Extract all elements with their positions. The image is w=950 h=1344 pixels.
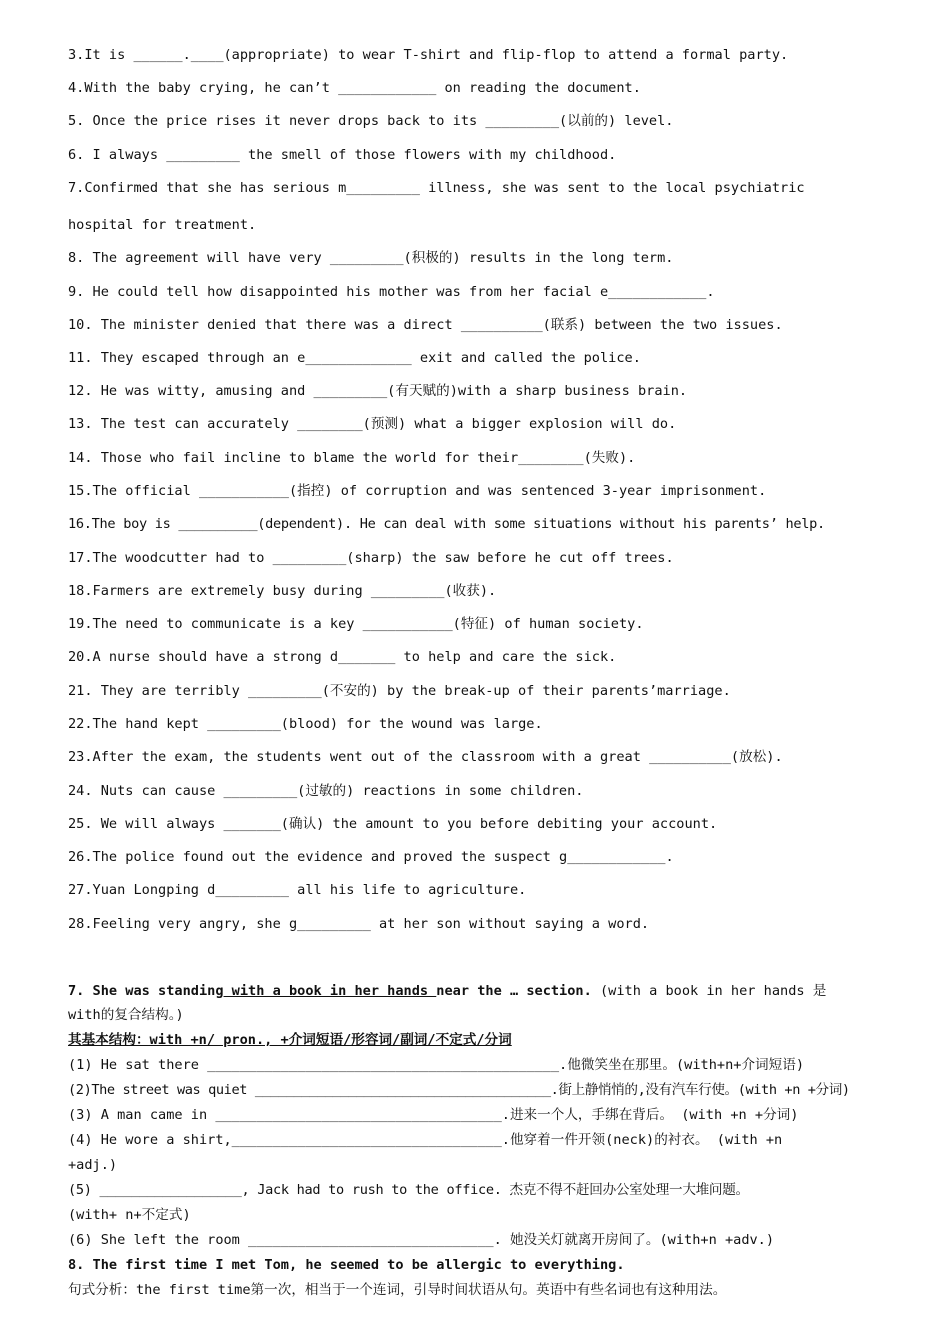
exercise-24: 24. Nuts can cause _________(过敏的) reactions in some children.	[68, 783, 584, 799]
exercise-19: 19.The need to communicate is a key ___________(特征) of human society.	[68, 616, 644, 632]
exercise-20: 20.A nurse should have a strong d_______ to help and care the sick.	[68, 649, 617, 665]
exercise-5: 5. Once the price rises it never drops back to its _________(以前的) level.	[68, 113, 674, 129]
section-7-item-6: (6) She left the room ______________________________. 她没关灯就离开房间了。(with+n +adv.)	[68, 1232, 775, 1248]
exercise-3: 3.It is ______.____(appropriate) to wear T-shirt and flip-flop to attend a formal party.	[68, 47, 789, 63]
exercise-12: 12. He was witty, amusing and _________(有天赋的)with a sharp business brain.	[68, 383, 688, 399]
section-7-item-5: (5) __________________, Jack had to rush to the office. 杰克不得不赶回办公室处理一大堆问题。	[68, 1182, 749, 1198]
exercise-26: 26.The police found out the evidence and proved the suspect g____________.	[68, 849, 674, 865]
section-7-structure: 其基本结构：with +n/ pron., +介词短语/形容词/副词/不定式/分词	[68, 1032, 512, 1048]
exercise-18: 18.Farmers are extremely busy during _________(收获).	[68, 583, 497, 599]
exercise-7: 7.Confirmed that she has serious m_________ illness, she was sent to the local psychiatric	[68, 180, 805, 196]
section-7-item-2: (2)The street was quiet ______________________________________.街上静悄悄的,没有汽车行使。(with +n +分词)	[68, 1082, 850, 1098]
exercise-16: 16.The boy is __________(dependent). He can deal with some situations without his parents’ help.	[68, 516, 825, 532]
section-7-item-4: (4) He wore a shirt,_________________________________.他穿着一件开领(neck)的衬衣。 (with +n	[68, 1132, 783, 1148]
exercise-10: 10. The minister denied that there was a direct __________(联系) between the two issues.	[68, 317, 783, 333]
section-7-item-4-cont: +adj.)	[68, 1157, 118, 1173]
section-7-heading-b: near the … section.	[436, 983, 592, 999]
section-8-analysis: 句式分析：the first time第一次，相当于一个连词，引导时间状语从句。英语中有些名词也有这种用法。	[68, 1282, 727, 1298]
exercise-21: 21. They are terribly _________(不安的) by the break-up of their parents’marriage.	[68, 683, 731, 699]
exercise-6: 6. I always _________ the smell of those flowers with my childhood.	[68, 147, 617, 163]
exercise-4: 4.With the baby crying, he can’t ____________ on reading the document.	[68, 80, 641, 96]
exercise-13: 13. The test can accurately ________(预测) what a bigger explosion will do.	[68, 416, 677, 432]
exercise-28: 28.Feeling very angry, she g_________ at her son without saying a word.	[68, 916, 650, 932]
section-7-item-3: (3) A man came in ___________________________________.进来一个人，手绑在背后。 (with +n +分词)	[68, 1107, 799, 1123]
section-7-note: (with a book in her hands 是	[591, 983, 827, 999]
exercise-15: 15.The official ___________(指控) of corruption and was sentenced 3-year imprisonment.	[68, 483, 767, 499]
exercise-14: 14. Those who fail incline to blame the world for their________(失败).	[68, 450, 636, 466]
exercise-8: 8. The agreement will have very _________(积极的) results in the long term.	[68, 250, 674, 266]
exercise-22: 22.The hand kept _________(blood) for the wound was large.	[68, 716, 543, 732]
exercise-25: 25. We will always _______(确认) the amount to you before debiting your account.	[68, 816, 718, 832]
exercise-11: 11. They escaped through an e_____________ exit and called the police.	[68, 350, 641, 366]
exercise-23: 23.After the exam, the students went out of the classroom with a great __________(放松).	[68, 749, 783, 765]
exercise-27: 27.Yuan Longping d_________ all his life to agriculture.	[68, 882, 527, 898]
exercise-9: 9. He could tell how disappointed his mother was from her facial e____________.	[68, 284, 715, 300]
section-7-item-1: (1) He sat there ___________________________________________.他微笑坐在那里。(with+n+介词短语)	[68, 1057, 805, 1073]
exercise-7-cont: hospital for treatment.	[68, 217, 257, 233]
section-8-heading: 8. The first time I met Tom, he seemed to be allergic to everything.	[68, 1257, 625, 1273]
section-7-note-cont: with的复合结构。)	[68, 1007, 184, 1023]
section-7-heading-a: 7. She was standing	[68, 983, 224, 999]
section-7-heading	[68, 982, 882, 1000]
exercise-17: 17.The woodcutter had to _________(sharp) the saw before he cut off trees.	[68, 550, 674, 566]
section-7-heading-underlined: with a book in her hands	[223, 983, 437, 999]
section-7-item-5-cont: (with+ n+不定式)	[68, 1207, 191, 1223]
